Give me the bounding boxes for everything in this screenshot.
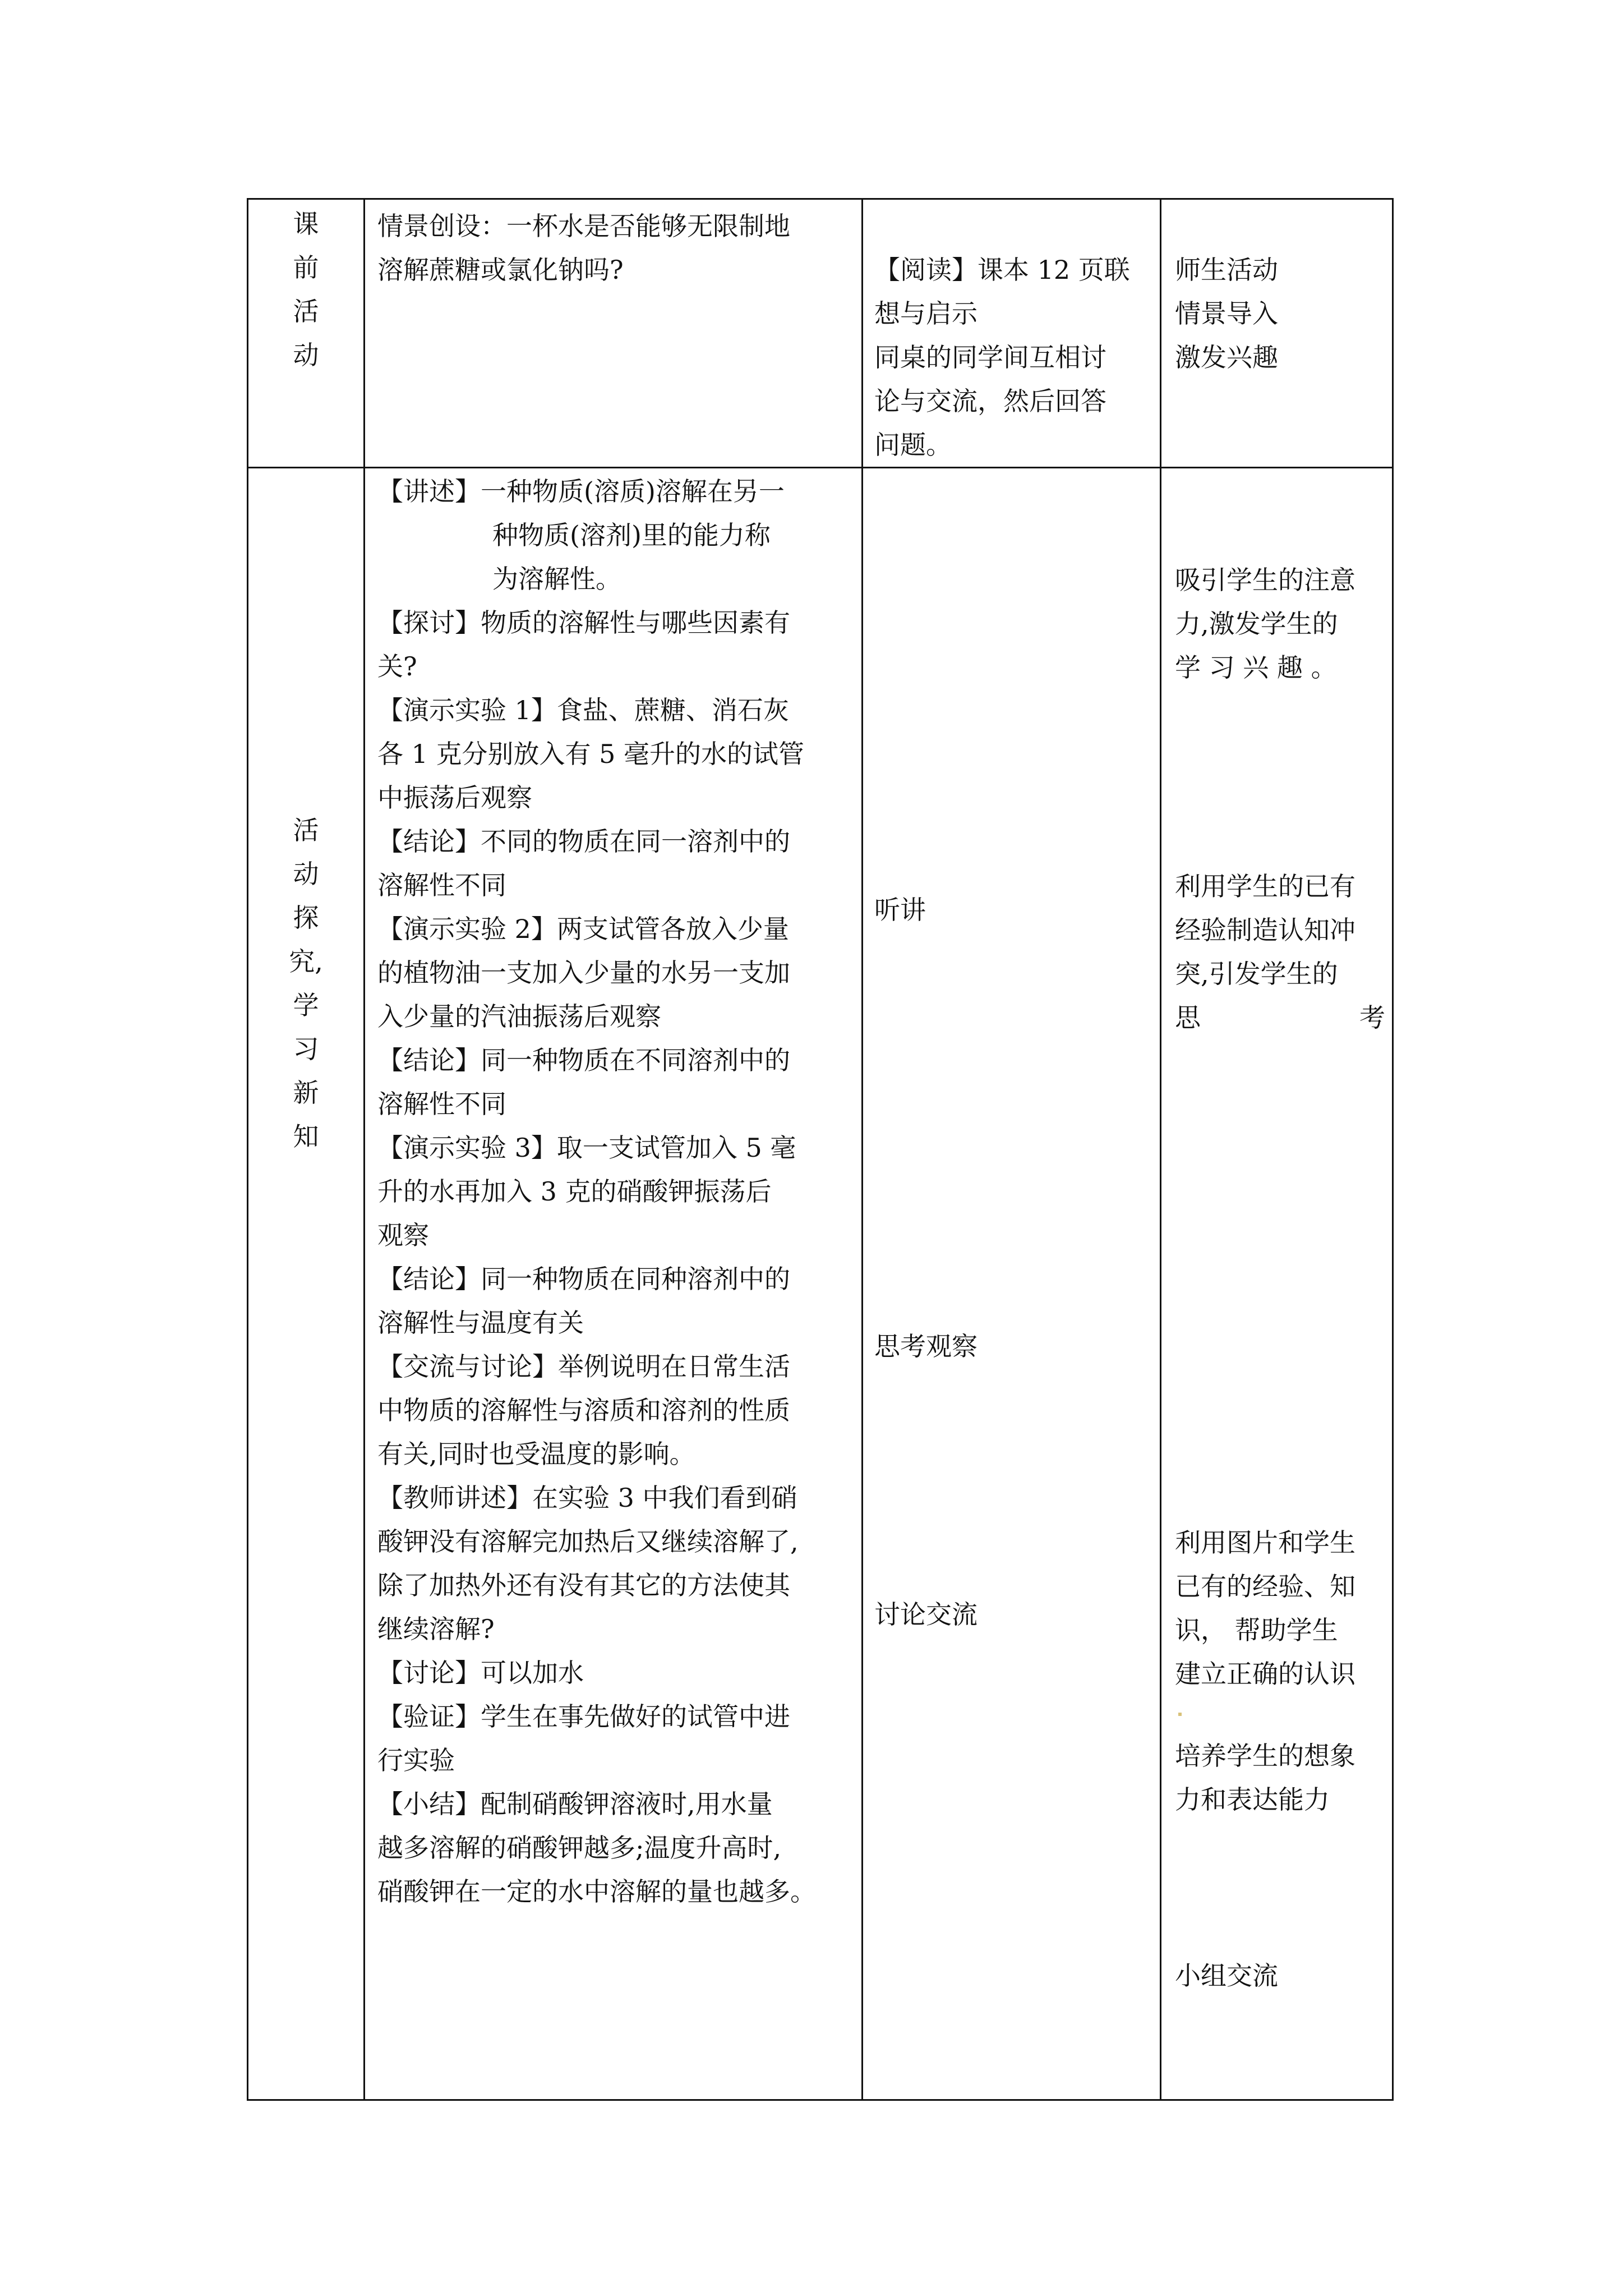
intent-line: 建立正确的认识 — [1175, 1659, 1355, 1689]
intent-line: 培养学生的想象 — [1175, 1741, 1355, 1771]
stage-char: 习 — [293, 1034, 319, 1064]
student-line: 【阅读】课本 12 页联 — [874, 255, 1130, 285]
stage-char: 活 — [293, 296, 319, 326]
content-line: 【探讨】物质的溶解性与哪些因素有 — [377, 608, 790, 638]
content-line: 硝酸钾在一定的水中溶解的量也越多。 — [377, 1876, 816, 1907]
content-line: 溶解性不同 — [377, 870, 506, 900]
intent-line: 已有的经验、知 — [1175, 1571, 1355, 1602]
content-line: 【演示实验 2】两支试管各放入少量 — [377, 914, 789, 944]
table-row — [248, 468, 1393, 2100]
content-line: 观察 — [377, 1220, 429, 1250]
student-line: 论与交流，然后回答 — [874, 386, 1106, 416]
stage-char: 新 — [293, 1078, 319, 1108]
intent-line: 激发兴趣 — [1175, 342, 1278, 372]
intent-line: 小组交流 — [1175, 1961, 1278, 1991]
stage-char: 活 — [293, 815, 319, 845]
content-line: 有关,同时也受温度的影响。 — [377, 1439, 695, 1469]
stage-char: 前 — [293, 252, 319, 283]
content-line: 溶解蔗糖或氯化钠吗? — [377, 255, 624, 285]
content-line: 中振荡后观察 — [377, 783, 532, 813]
content-line: 越多溶解的硝酸钾越多;温度升高时, — [377, 1833, 782, 1863]
content-line: 【演示实验 3】取一支试管加入 5 毫 — [377, 1133, 796, 1163]
content-line: 行实验 — [377, 1745, 455, 1775]
intent-line: 力,激发学生的 — [1175, 609, 1338, 639]
content-line: 【演示实验 1】食盐、蔗糖、消石灰 — [377, 695, 789, 725]
content-line: 入少量的汽油振荡后观察 — [377, 1001, 661, 1032]
stage-char: 学 — [293, 990, 319, 1020]
student-line: 讨论交流 — [874, 1599, 978, 1630]
table-row — [248, 199, 1393, 468]
student-line: 听讲 — [874, 895, 926, 925]
intent-word: 思 — [1175, 1002, 1201, 1033]
content-line: 种物质(溶剂)里的能力称 — [492, 520, 771, 550]
student-line: 问题。 — [874, 430, 952, 460]
content-line: 各 1 克分别放入有 5 毫升的水的试管 — [377, 739, 805, 769]
content-line: 【讲述】一种物质(溶质)溶解在另一 — [377, 476, 785, 507]
content-line: 情景创设：一杯水是否能够无限制地 — [377, 211, 790, 241]
stage-char: 究, — [289, 946, 323, 977]
content-line: 关? — [377, 651, 417, 682]
content-line: 【讨论】可以加水 — [377, 1658, 584, 1688]
design-intent-cell — [1161, 199, 1393, 468]
teacher-content-cell — [365, 199, 863, 468]
content-line: 酸钾没有溶解完加热后又继续溶解了, — [377, 1526, 799, 1557]
content-line: 继续溶解? — [377, 1614, 495, 1644]
intent-line: 利用图片和学生 — [1175, 1527, 1355, 1558]
teacher-content-cell — [365, 468, 863, 2100]
content-line: 【教师讲述】在实验 3 中我们看到硝 — [377, 1483, 797, 1513]
design-intent-cell — [1161, 468, 1393, 2100]
intent-line: 经验制造认知冲 — [1175, 915, 1355, 945]
intent-word: 考 — [1359, 1002, 1385, 1033]
stage-cell — [248, 199, 365, 468]
content-line: 【交流与讨论】举例说明在日常生活 — [377, 1351, 790, 1382]
student-activity-cell — [863, 199, 1161, 468]
student-line: 想与启示 — [874, 298, 978, 329]
content-line: 溶解性不同 — [377, 1089, 506, 1119]
intent-line: 识， 帮助学生 — [1175, 1615, 1338, 1645]
content-line: 的植物油一支加入少量的水另一支加 — [377, 958, 790, 988]
stage-char: 动 — [293, 859, 319, 889]
intent-line: 学 习 兴 趣 。 — [1175, 652, 1337, 683]
content-line: 中物质的溶解性与溶质和溶剂的性质 — [377, 1395, 790, 1425]
student-line: 同桌的同学间互相讨 — [874, 342, 1106, 372]
content-line: 【验证】学生在事先做好的试管中进 — [377, 1701, 790, 1732]
intent-line: 利用学生的已有 — [1175, 871, 1355, 901]
intent-line: 突,引发学生的 — [1175, 959, 1338, 989]
student-line: 思考观察 — [874, 1331, 978, 1361]
intent-line: 情景导入 — [1175, 298, 1278, 329]
intent-line: 吸引学生的注意 — [1175, 565, 1355, 595]
intent-line: 力和表达能力 — [1175, 1784, 1330, 1815]
intent-line: 师生活动 — [1175, 255, 1278, 285]
stage-char: 课 — [293, 209, 319, 239]
ink-speck — [1178, 1713, 1182, 1716]
content-line: 【结论】不同的物质在同一溶剂中的 — [377, 826, 790, 857]
content-line: 【小结】配制硝酸钾溶液时,用水量 — [377, 1789, 773, 1819]
content-line: 溶解性与温度有关 — [377, 1308, 584, 1338]
content-line: 【结论】同一种物质在同种溶剂中的 — [377, 1264, 790, 1294]
stage-char: 知 — [293, 1121, 319, 1152]
stage-cell — [248, 468, 365, 2100]
intent-line — [1175, 996, 1385, 1039]
lesson-plan-table — [247, 198, 1394, 2101]
stage-char: 探 — [293, 903, 319, 933]
student-activity-cell — [863, 468, 1161, 2100]
content-line: 升的水再加入 3 克的硝酸钾振荡后 — [377, 1176, 772, 1207]
content-line: 为溶解性。 — [492, 564, 621, 594]
content-line: 除了加热外还有没有其它的方法使其 — [377, 1570, 790, 1600]
content-line: 【结论】同一种物质在不同溶剂中的 — [377, 1045, 790, 1075]
stage-char: 动 — [293, 340, 319, 370]
